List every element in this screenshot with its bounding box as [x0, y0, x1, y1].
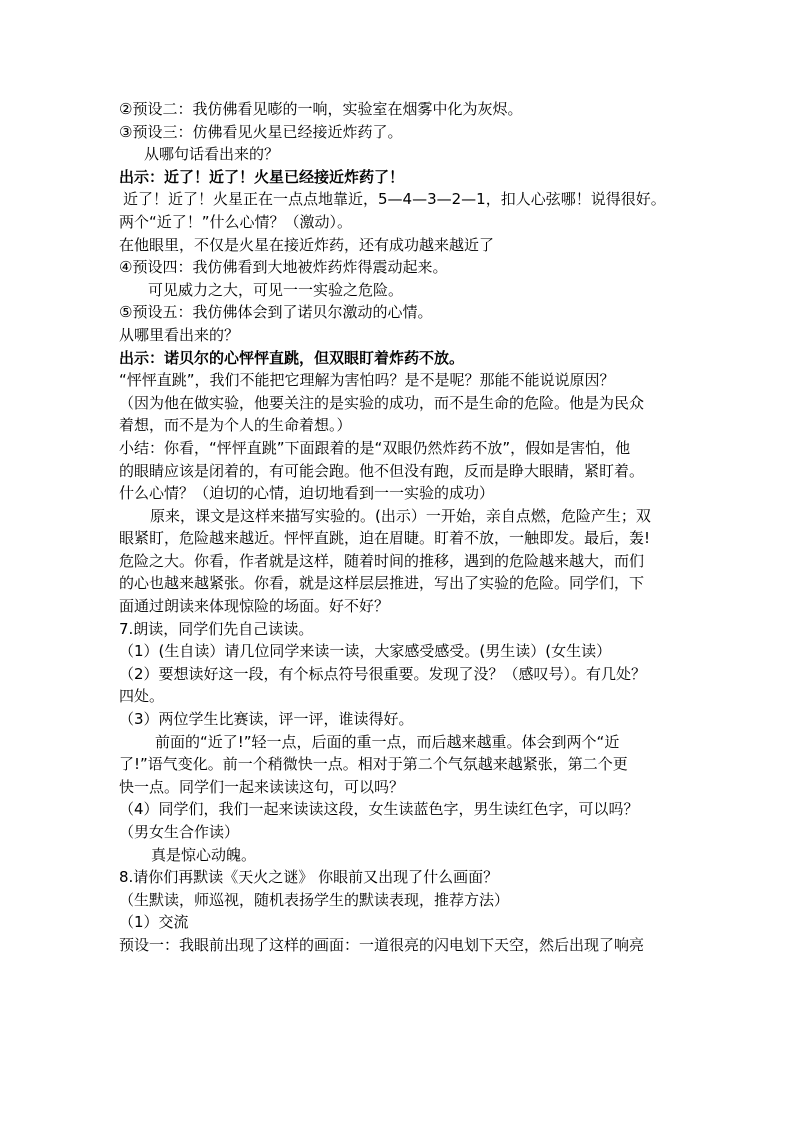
paragraph-line: ③预设三：仿佛看见火星已经接近炸药了。 — [119, 122, 403, 141]
paragraph-line: 面通过朗读来体现惊险的场面。好不好？ — [119, 597, 390, 616]
paragraph-line: 什么心情？（迫切的心情，迫切地看到一一实验的成功） — [119, 484, 495, 503]
paragraph-line: 可见威力之大，可见一一实验之危险。 — [148, 280, 404, 299]
paragraph-line: 前面的“近了!”轻一点，后面的重一点，而后越来越重。体会到两个“近 — [155, 732, 620, 751]
paragraph-line: 眼紧盯，危险越来越近。怦怦直跳，迫在眉睫。盯着不放，一触即发。最后，轰! — [119, 529, 651, 548]
paragraph-line: ②预设二：我仿佛看见嘭的一响，实验室在烟雾中化为灰烬。 — [119, 100, 523, 118]
paragraph-line: 7.朗读，同学们先自己读读。 — [119, 619, 314, 638]
paragraph-line: “怦怦直跳”，我们不能把它理解为害怕吗？是不是呢？那能不能说说原因？ — [119, 371, 615, 390]
paragraph-line: 的眼睛应该是闭着的，有可能会跑。他不但没有跑，反而是睁大眼睛，紧盯着。 — [119, 461, 645, 480]
paragraph-line: （3）两位学生比赛读，评一评，谁读得好。 — [119, 710, 414, 729]
bold-paragraph-line: 出示：诺贝尔的心怦怦直跳，但双眼盯着炸药不放。 — [119, 348, 465, 367]
paragraph-line: （因为他在做实验，他要关注的是实验的成功，而不是生命的危险。他是为民众 — [119, 393, 645, 412]
paragraph-line: 小结：你看，“怦怦直跳”下面跟着的是“双眼仍然炸药不放”，假如是害怕，他 — [119, 438, 631, 457]
paragraph-line: 了!”语气变化。前一个稍微快一点。相对于第二个气氛越来越紧张，第二个更 — [119, 755, 628, 774]
paragraph-line: 着想，而不是为个人的生命着想。） — [119, 416, 352, 435]
paragraph-line: 危险之大。你看，作者就是这样，随着时间的推移，遇到的危险越来越大，而们 — [119, 551, 645, 570]
paragraph-line: 8.请你们再默读《天火之谜》 你眼前又出现了什么画面？ — [119, 868, 499, 887]
paragraph-line: （1）交流 — [119, 913, 189, 932]
paragraph-line: 在他眼里，不仅是火星在接近炸药，还有成功越来越近了 — [119, 235, 495, 254]
paragraph-line: 原来，课文是这样来描写实验的。(出示）一开始，亲自点燃，危险产生；双 — [150, 506, 651, 525]
paragraph-line: （生默读，师巡视，随机表扬学生的默读表现，推荐方法） — [119, 890, 510, 909]
paragraph-line: 预设一：我眼前出现了这样的画面：一道很亮的闪电划下天空，然后出现了响亮 — [119, 935, 645, 954]
paragraph-line: （2）要想读好这一段，有个标点符号很重要。发现了没？（感叹号）。有几处？ — [119, 664, 647, 683]
paragraph-line: ④预设四：我仿佛看到大地被炸药炸得震动起来。 — [119, 258, 448, 277]
document-page — [119, 98, 689, 957]
paragraph-line: 的心也越来越紧张。你看，就是这样层层推进，写出了实验的危险。同学们，下 — [119, 574, 645, 593]
paragraph-line: ⑤预设五：我仿佛体会到了诺贝尔激动的心情。 — [119, 303, 433, 322]
paragraph-line: 四处。 — [119, 687, 165, 706]
paragraph-line: 近了！近了！火星正在一点点地靠近，5—4—3—2—1，扣人心弦哪！说得很好。 — [123, 190, 666, 209]
bold-paragraph-line: 出示：近了！近了！火星已经接近炸药了！ — [119, 167, 405, 186]
paragraph-line: 从哪句话看出来的？ — [144, 145, 280, 164]
paragraph-line: （男女生合作读） — [119, 823, 240, 841]
paragraph-line: （1）(生自读）请几位同学来读一读，大家感受感受。(男生读）(女生读） — [119, 642, 612, 661]
paragraph-line: 真是惊心动魄。 — [151, 845, 257, 864]
paragraph-line: 从哪里看出来的？ — [119, 325, 240, 344]
paragraph-line: 快一点。同学们一起来读读这句，可以吗？ — [119, 777, 405, 796]
paragraph-line: （4）同学们，我们一起来读读这段，女生读蓝色字，男生读红色字，可以吗？ — [119, 800, 639, 819]
paragraph-line: 两个“近了！”什么心情？（激动）。 — [119, 212, 353, 231]
